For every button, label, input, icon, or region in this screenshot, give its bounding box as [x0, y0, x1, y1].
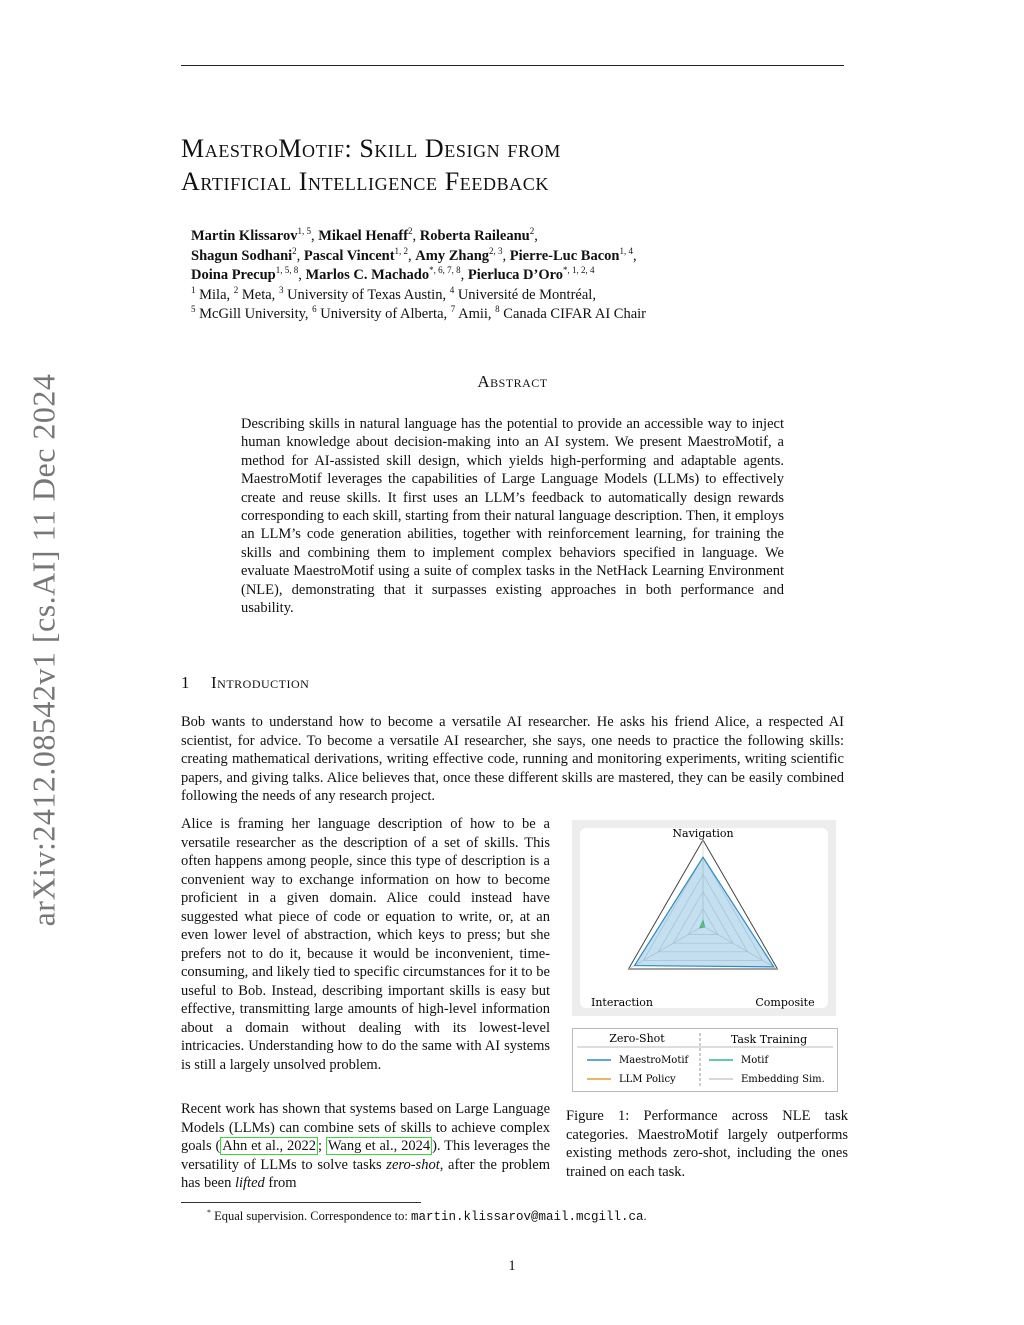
author-sup: 2, 3 — [489, 245, 503, 256]
cite-sep: , — [279, 1138, 287, 1154]
aff-num: 1 — [191, 284, 196, 295]
author-name: Shagun Sodhani — [191, 247, 293, 264]
legend-label-maestromotif: MaestroMotif — [619, 1055, 689, 1066]
author-name: Pierluca D’Oro — [467, 267, 564, 283]
author-sup: 1, 5, 8 — [275, 265, 299, 276]
legend-label-embedding-sim: Embedding Sim. — [741, 1074, 825, 1085]
author-name: Amy Zhang — [415, 247, 490, 264]
author-sup: 1, 2 — [394, 245, 409, 256]
legend-label-motif: Motif — [741, 1055, 769, 1066]
author-name: Mikael Henaff — [318, 228, 409, 244]
radar-axis-label-interaction: Interaction — [591, 996, 653, 1009]
legend-group-zero-shot: Zero-Shot — [609, 1032, 665, 1045]
abstract-text: Describing skills in natural language has the potential to provide an accessible way to inject human knowledge about decision-making into an AI system. We present MaestroMotif, a method for AI-assisted skill design, which yields high-performing and adaptable agents. MaestroMotif leverages the capabilities of Large Language Models (LLMs) to effectively create and reuse skills. It first uses an LLM’s feedback to automatically design rewards corresponding to each skill, starting from their natural language description. Then, it employs an LLM’s code generation abilities, together with reinforcement learning, for training the skills and combining them to implement complex behaviors specified in language. We evaluate MaestroMotif using a suite of complex tasks in the NetHack Learning Environment (NLE), demonstrating that it surpasses existing approaches in both performance and usability. — [241, 416, 784, 617]
cite-author: Wang et al. — [327, 1138, 394, 1154]
author-sup: 2 — [529, 226, 535, 237]
author-line-3: Doina Precup$^{1, 5, 8}$, Marlos C. Machado$^{*, 6, 7, 8}$, Pierluca D’Oro$^{*, 1, 2, 4}$ — [191, 265, 595, 283]
author-name: Doina Precup — [191, 267, 276, 283]
aff-num: 8 — [495, 304, 500, 315]
title-line-1: MaestroMotif: Skill Design from — [181, 134, 561, 163]
figure-caption: Figure 1: Performance across NLE task categories. MaestroMotif largely outperforms existing methods zero-shot, including the ones trained on each task. — [566, 1108, 848, 1180]
legend-group-task-training: Task Training — [730, 1033, 808, 1046]
affiliation: Canada CIFAR AI Chair — [503, 306, 646, 322]
affiliation-line-2 — [191, 305, 831, 325]
aff-num: 6 — [312, 304, 317, 315]
author-sup: *, 6, 7, 8 — [429, 265, 461, 276]
text-run: from — [264, 1175, 297, 1191]
intro-paragraph-1: Bob wants to understand how to become a versatile AI researcher. He asks his friend Alice, a respected AI scientist, for advice. To become a versatile AI researcher, she says, one needs to practice the following skills: creating mathematical derivations, writing effective code, running and monitoring experiments, writing scientific papers, and giving talks. Alice believes that, once these different skills are mastered, they can be easily combined following the needs of any research project. — [181, 714, 844, 804]
radar-axis-label-navigation: Navigation — [672, 827, 734, 840]
cite-author: Ahn et al. — [222, 1138, 280, 1154]
paper-title — [181, 132, 841, 198]
author-sup: 2 — [408, 226, 413, 237]
affiliation: University of Texas Austin, — [287, 286, 447, 303]
radar-chart — [572, 820, 836, 1016]
cite-year: 2022 — [286, 1138, 316, 1154]
citation-link[interactable] — [326, 1137, 432, 1155]
intro-paragraph-3 — [181, 1100, 550, 1193]
section-heading — [181, 673, 309, 693]
affiliation: Université de Montréal, — [457, 286, 596, 303]
figure-legend — [572, 1028, 838, 1092]
affiliation: University of Alberta, — [320, 306, 448, 322]
arxiv-sidebar — [24, 360, 64, 940]
author-name: Martin Klissarov — [191, 228, 298, 244]
text-run: ; — [317, 1138, 326, 1154]
footnote-end: . — [643, 1209, 647, 1224]
affiliation: Meta, — [241, 286, 276, 303]
author-name: Marlos C. Machado — [305, 267, 430, 283]
author-line-1: Martin Klissarov$^{1, 5}$, Mikael Henaff$^2$, Roberta Raileanu$^2$, — [191, 226, 538, 244]
aff-num: 5 — [191, 304, 196, 315]
author-line-2: Shagun Sodhani$^2$, Pascal Vincent$^{1, 2}$, Amy Zhang$^{2, 3}$, Pierre-Luc Bacon$^{1, 4}$, — [191, 245, 637, 264]
cite-year: 2024 — [401, 1138, 431, 1154]
legend-graphic — [573, 1029, 837, 1091]
arxiv-id: arXiv:2412.08542v1 [cs.AI] 11 Dec 2024 — [25, 373, 62, 927]
intro-paragraph-2: Alice is framing her language description of how to be a versatile researcher as the description of a set of skills. This often happens among people, since this type of description is a convenient way to exchange information on how to become proficient in a given domain. Alice could instead have suggested what piece of code or equation to write, or, at an even lower level of abstraction, which keys to press; but she prefers not to do it, because it would be inconvenient, time-consuming, and likely tied to specific circumstances for it to be useful to Bob. Instead, describing important skills is easy but effective, transmitting large amounts of high-level information about a domain without dealing with its lowest-level intricacies. Understanding how to do the same with AI systems is still a largely unsolved problem. — [181, 816, 550, 1073]
abstract-heading: Abstract — [477, 372, 548, 391]
affiliation: Amii, — [458, 306, 492, 322]
author-name: Pierre-Luc Bacon — [509, 247, 620, 264]
text-run: Recent work has shown that systems based on Large Language Models (LLMs) can combine sets of skills to achieve complex goals ( — [181, 1101, 550, 1154]
affiliation: Mila, — [199, 286, 231, 303]
citation-link[interactable] — [220, 1137, 318, 1155]
radar-axis-label-composite: Composite — [755, 996, 815, 1009]
section-number: 1 — [181, 673, 190, 692]
footnote — [207, 1208, 647, 1224]
aff-num: 7 — [450, 304, 456, 315]
author-sup: 2 — [292, 245, 297, 256]
author-name: Roberta Raileanu — [419, 228, 530, 244]
author-name: Pascal Vincent — [303, 247, 395, 264]
author-sup: 1, 4 — [619, 245, 633, 256]
author-sup: 1, 5 — [297, 226, 311, 237]
page-number: 1 — [508, 1258, 516, 1274]
footnote-mark: * — [207, 1208, 211, 1217]
title-line-2: Artificial Intelligence Feedback — [181, 167, 549, 196]
emphasis: lifted — [234, 1175, 265, 1191]
affiliation-line-1 — [191, 286, 831, 306]
footnote-email[interactable]: martin.klissarov@mail.mcgill.ca — [410, 1210, 644, 1225]
text-run: , after the problem has been — [181, 1156, 550, 1191]
radar-series-maestromotif — [634, 857, 773, 967]
author-block — [191, 227, 831, 325]
aff-num: 3 — [278, 284, 284, 295]
aff-num: 4 — [449, 284, 455, 295]
author-sup: *, 1, 2, 4 — [563, 265, 595, 276]
emphasis: zero-shot — [386, 1156, 440, 1173]
footnote-rule — [181, 1202, 421, 1203]
legend-label-llm-policy: LLM Policy — [619, 1074, 676, 1085]
footnote-text: Equal supervision. Correspondence to: — [214, 1209, 411, 1224]
top-rule — [181, 65, 844, 66]
section-title: Introduction — [211, 673, 310, 692]
aff-num: 2 — [233, 284, 239, 295]
affiliation: McGill University, — [199, 306, 309, 322]
cite-sep: , — [393, 1138, 402, 1154]
text-run: ). This leverages the versatility of LLMs to solve tasks — [181, 1138, 551, 1173]
